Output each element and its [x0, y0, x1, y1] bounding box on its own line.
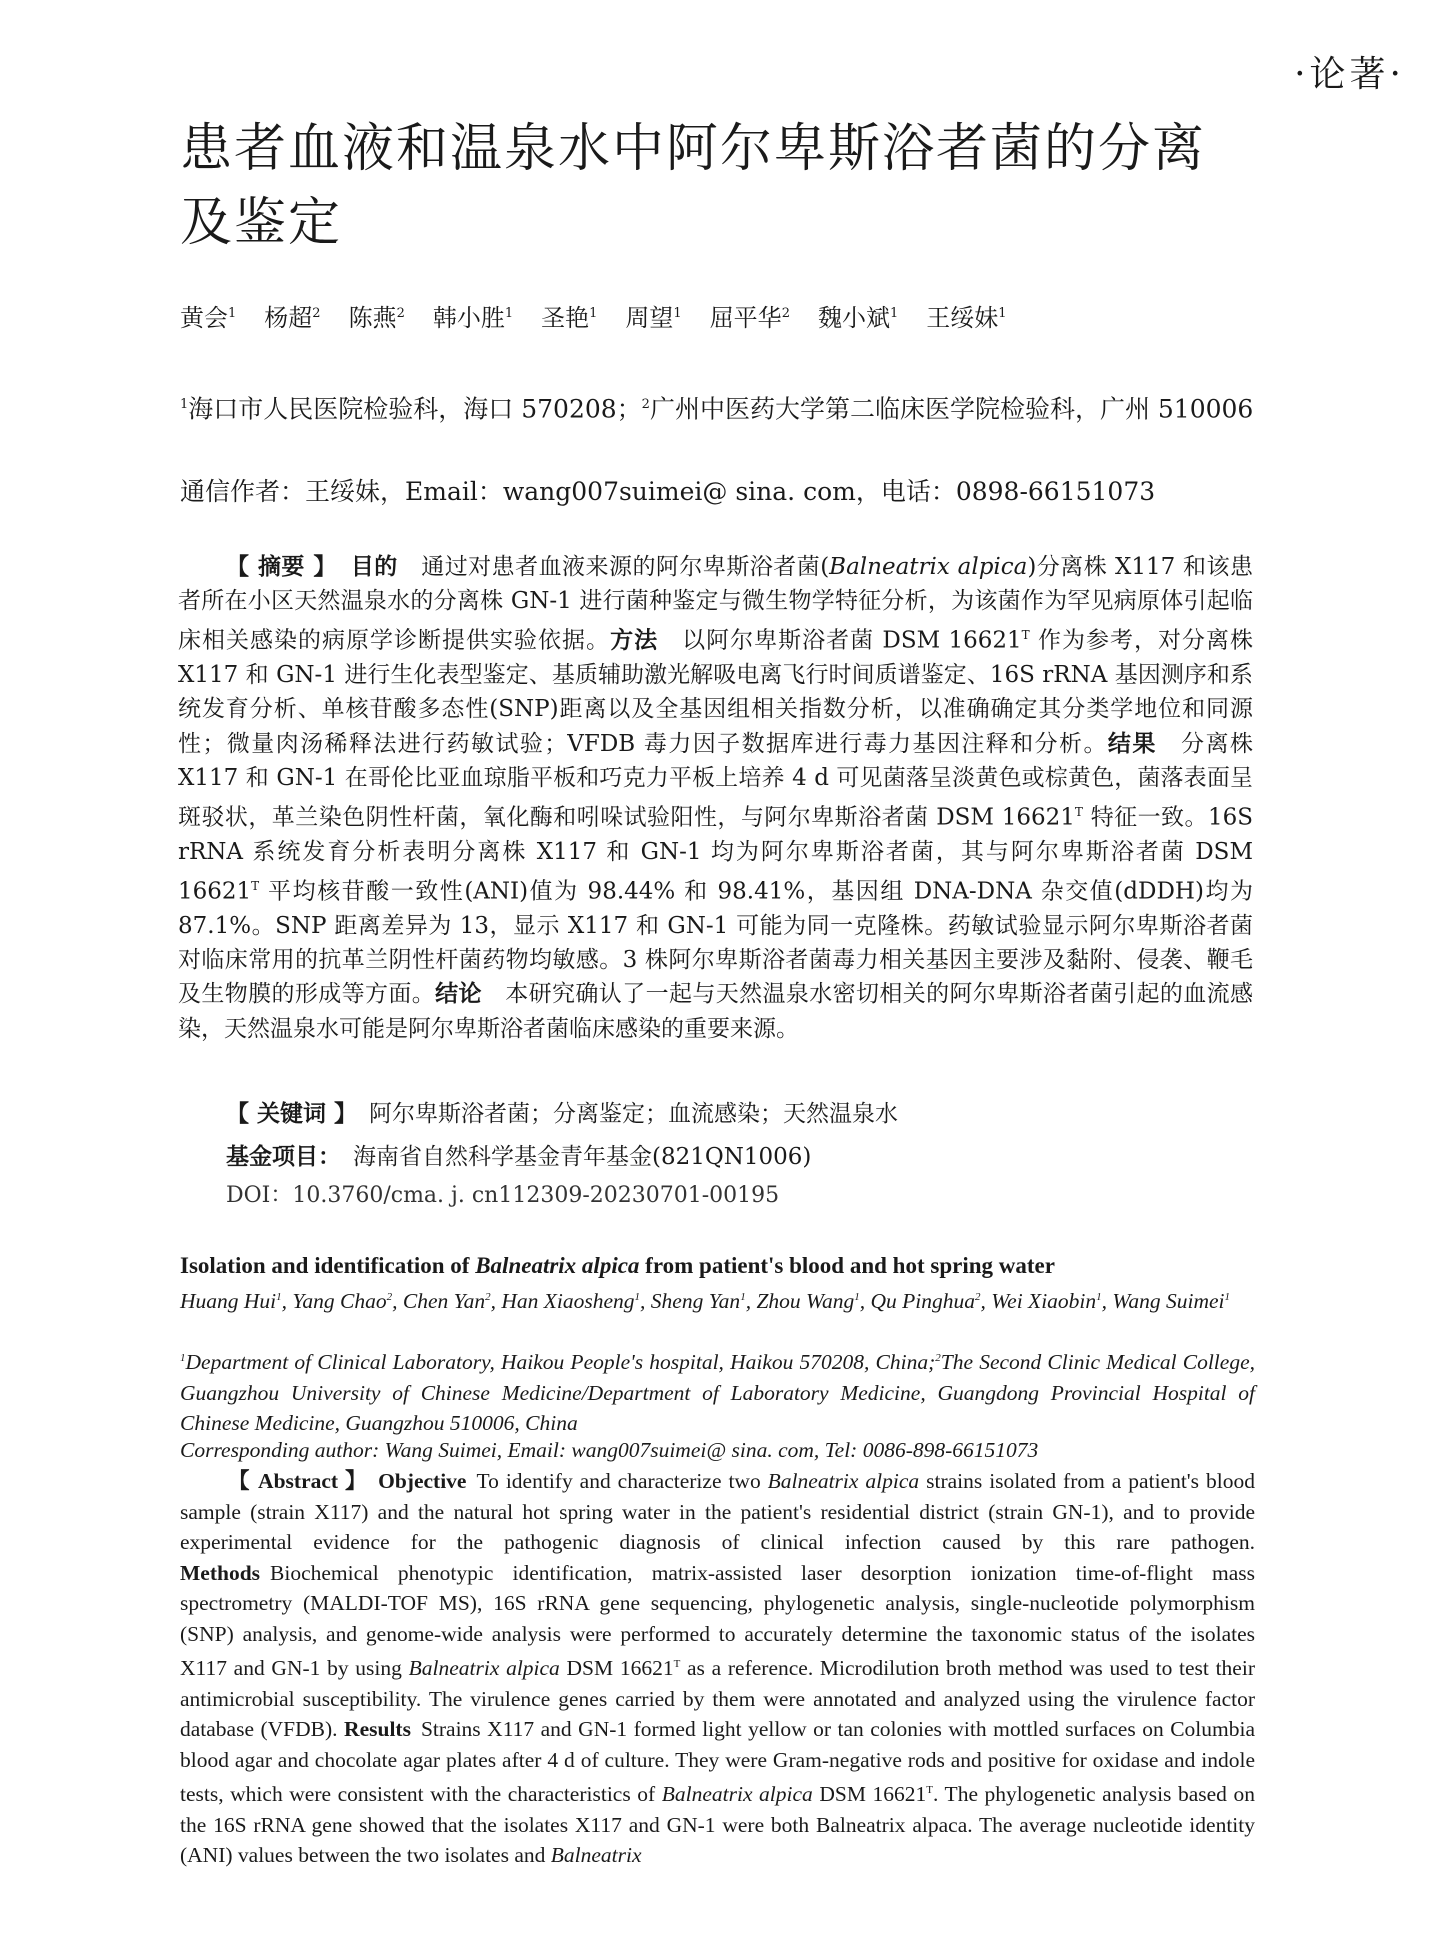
author-cn: 圣艳$^1$: [541, 304, 598, 332]
author-cn: 魏小斌$^1$: [817, 304, 899, 332]
abstract-label-en: 【 Abstract 】: [228, 1469, 369, 1493]
doi: DOI：10.3760/cma. j. cn112309-20230701-00195: [226, 1183, 780, 1208]
author-cn: 王绥妹$^1$: [926, 304, 1007, 332]
author-list-en: Huang Hui$^1$, Yang Chao$^2$, Chen Yan$^2$, Han Xiaosheng$^1$, Sheng Yan$^1$, Zhou Wang$^1$, Qu Pinghua$^2$, Wei Xiaobin$^1$, Wang Suimei$^1$: [180, 1289, 1230, 1314]
funding-cn: 基金项目： 海南省自然科学基金青年基金(821QN1006): [226, 1144, 812, 1170]
author-cn: 黄会$^1$: [180, 304, 237, 332]
article-title-cn: 患者血液和温泉水中阿尔卑斯浴者菌的分离及鉴定: [180, 119, 1207, 253]
author-cn: 陈燕$^2$: [348, 304, 405, 332]
author-cn: 屈平华$^2$: [709, 304, 790, 332]
abstract-label: 【 摘要 】: [226, 554, 337, 580]
author-cn: 周望$^1$: [625, 304, 682, 332]
corresponding-author-cn: 通信作者：王绥妹，Email：wang007suimei@ sina. com，电话：0898-66151073: [180, 477, 1156, 506]
abstract-cn: 【 摘要 】 目的 通过对患者血液来源的阿尔卑斯浴者菌(Balneatrix alpica)分离株 X117 和该患者所在小区天然温泉水的分离株 GN-1 进行菌种鉴定与微生物学特征分析，为该菌作为罕见病原体引起临床相关感染的病原学诊断提供实验依据。方法 以阿尔卑斯浴者菌 DSM $16621^T$ 作为参考，对分离株 X117 和 GN-1 进行生化表型鉴定、基质辅助激光解吸电离飞行时间质谱鉴定、16S rRNA 基因测序和系统发育分析、单核苷酸多态性(SNP)距离以及全基因组相关指数分析，以准确确定其分类学地位和同源性；微量肉汤稀释法进行药敏试验；VFDB 毒力因子数据库进行毒力基因注释和分析。结果 分离株 X117 和 GN-1 在哥伦比亚血琼脂平板和巧克力平板上培养 4 d 可见菌落呈淡黄色或棕黄色，菌落表面呈斑驳状，革兰染色阴性杆菌，氧化酶和吲哚试验阳性，与阿尔卑斯浴者菌 DSM $16621^T$ 特征一致。16S rRNA 系统发育分析表明分离株 X117 和 GN-1 均为阿尔卑斯浴者菌，其与阿尔卑斯浴者菌 DSM $16621^T$ 平均核苷酸一致性(ANI)值为 98.44% 和 98.41%，基因组 DNA-DNA 杂交值(dDDH)均为 87.1%。SNP 距离差异为 13，显示 X117 和 GN-1 可能为同一克隆株。药敏试验显示阿尔卑斯浴者菌对临床常用的抗革兰阴性杆菌药物均敏感。3 株阿尔卑斯浴者菌毒力相关基因主要涉及黏附、侵袭、鞭毛及生物膜的形成等方面。结论 本研究确认了一起与天然温泉水密切相关的阿尔卑斯浴者菌引起的血流感染，天然温泉水可能是阿尔卑斯浴者菌临床感染的重要来源。: [178, 554, 1254, 1042]
author-cn: 韩小胜$^1$: [432, 304, 514, 332]
keywords-cn: 【 关键词 】 阿尔卑斯浴者菌；分离鉴定；血流感染；天然温泉水: [226, 1101, 899, 1127]
corresponding-author-en: Corresponding author: Wang Suimei, Email: wang007suimei@ sina. com, Tel: 0086-898-66151073: [180, 1438, 1039, 1462]
article-title-en: Isolation and identification of Balneatrix alpica from patient's blood and hot spring water: [180, 1253, 1055, 1278]
author-list-cn: [180, 298, 1280, 333]
affiliations-en: $^1$Department of Clinical Laboratory, Haikou People's hospital, Haikou 570208, China;$^2$The Second Clinic Medical College, Guangzhou University of Chinese Medicine/Department of Laboratory Medicine, Guangdong Provincial Hospital of Chinese Medicine, Guangzhou 510006, China: [180, 1350, 1255, 1436]
author-cn: 杨超$^2$: [264, 304, 321, 332]
affiliations-cn: $^1$海口市人民医院检验科，海口 570208；$^2$广州中医药大学第二临床医学院检验科，广州 510006: [180, 394, 1254, 424]
section-tag: ·论著·: [1294, 54, 1405, 95]
abstract-en: 【 Abstract 】 Objective To identify and characterize two Balneatrix alpica strains isolated from a patient's blood sample (strain X117) and the natural hot spring water in the patient's residential district (strain GN-1), and to provide experimental evidence for the pathogenic diagnosis of clinical infection caused by this rare pathogen. Methods Biochemical phenotypic identification, matrix-assisted laser desorption ionization time-of-flight mass spectrometry (MALDI-TOF MS), 16S rRNA gene sequencing, phylogenetic analysis, single-nucleotide polymorphism (SNP) analysis, and genome-wide analysis were performed to accurately determine the taxonomic status of the isolates X117 and GN-1 by using Balneatrix alpica DSM $16621^T$ as a reference. Microdilution broth method was used to test their antimicrobial susceptibility. The virulence genes carried by them were annotated and analyzed using the virulence factor database (VFDB). Results Strains X117 and GN-1 formed light yellow or tan colonies with mottled surfaces on Columbia blood agar and chocolate agar plates after 4 d of culture. They were Gram-negative rods and positive for oxidase and indole tests, which were consistent with the characteristics of Balneatrix alpica DSM $16621^T$. The phylogenetic analysis based on the 16S rRNA gene showed that the isolates X117 and GN-1 were both Balneatrix alpaca. The average nucleotide identity (ANI) values between the two isolates and Balneatrix: [180, 1469, 1256, 1868]
